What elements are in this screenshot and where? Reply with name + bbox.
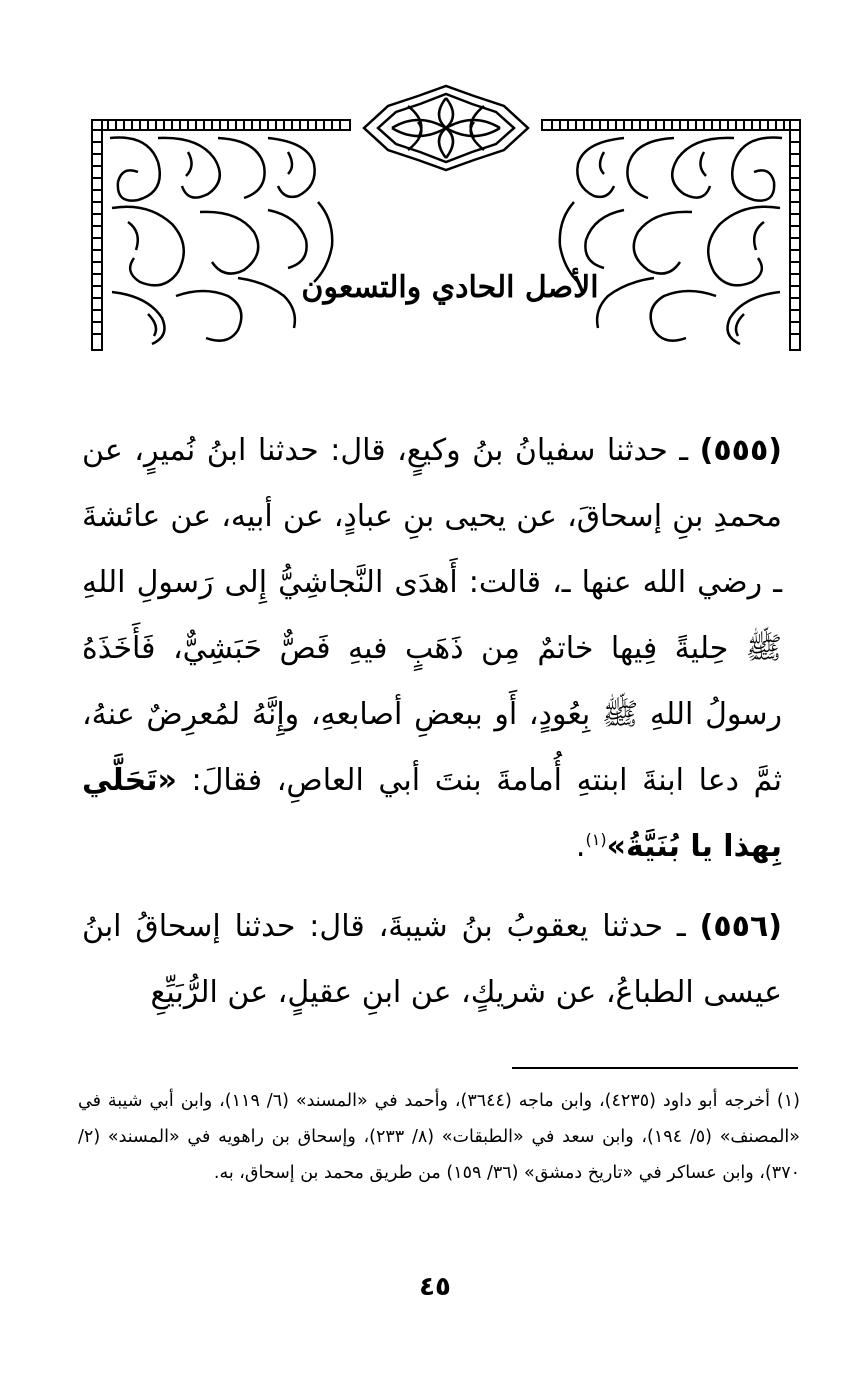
main-text: [82, 418, 782, 1040]
sentence-end: .: [575, 829, 586, 864]
left-comb-top: [108, 120, 340, 130]
center-medallion: [364, 86, 528, 170]
footnote-separator: [512, 1067, 798, 1069]
page-number: ٤٥: [419, 1272, 451, 1302]
hadith-text: ـ حدثنا سفيانُ بنُ وكيعٍ، قال: حدثنا ابنُ نُميرٍ، عن محمدِ بنِ إسحاقَ، عن يحيى بنِ عبادٍ، عن أبيه، عن عائشةَ ـ رضي الله عنها ـ، قالت: أَهدَى النَّجاشِيُّ إِلى رَسولِ اللهِ ﷺ حِليةً فِيها خاتمٌ مِن ذَهَبٍ فيهِ فَصٌّ حَبَشِيٌّ، فَأَخَذَهُ رسولُ اللهِ ﷺ بِعُودٍ، أَو ببعضِ أصابعهِ، وإِنَّهُ لمُعرِضٌ عنهُ، ثمَّ دعا ابنةَ ابنتهِ أُمامةَ بنتَ أبي العاصِ، فقالَ:: [82, 433, 782, 798]
footnote-reference[interactable]: (١): [585, 830, 607, 849]
hadith-number: (٥٥٥): [699, 433, 782, 468]
right-comb-top: [552, 120, 784, 130]
hadith-555: [82, 418, 782, 880]
left-comb-side: [92, 142, 102, 334]
right-comb-side: [790, 142, 800, 334]
hadith-556: [82, 894, 782, 1026]
footnote-1: (١) أخرجه أبو داود (٤٢٣٥)، وابن ماجه (٣٦٤٤)، وأحمد في «المسند» (٦/ ١١٩)، وابن أبي شيبة في «المصنف» (٥/ ١٩٤)، وابن سعد في «الطبقات» (٨/ ٢٣٣)، وإسحاق بن راهويه في «المسند» (٢/ ٣٧٠)، وابن عساكر في «تاريخ دمشق» (٣٦/ ١٥٩) من طريق محمد بن إسحاق، به.: [78, 1091, 800, 1183]
chapter-title: الأصل الحادي والتسعون: [301, 270, 599, 305]
hadith-number: (٥٥٦): [699, 909, 782, 944]
hadith-text: ـ حدثنا يعقوبُ بنُ شيبةَ، قال: حدثنا إسحاقُ ابنُ عيسى الطباعُ، عن شريكٍ، عن ابنِ عقيلٍ، عن الرُّبَيِّعِ: [82, 909, 782, 1010]
footnotes: [78, 1083, 800, 1191]
left-arabesque: [110, 138, 332, 345]
hadith-quote: «تَحَلَّي بِهذا يا بُنَيَّةُ»: [82, 763, 782, 864]
